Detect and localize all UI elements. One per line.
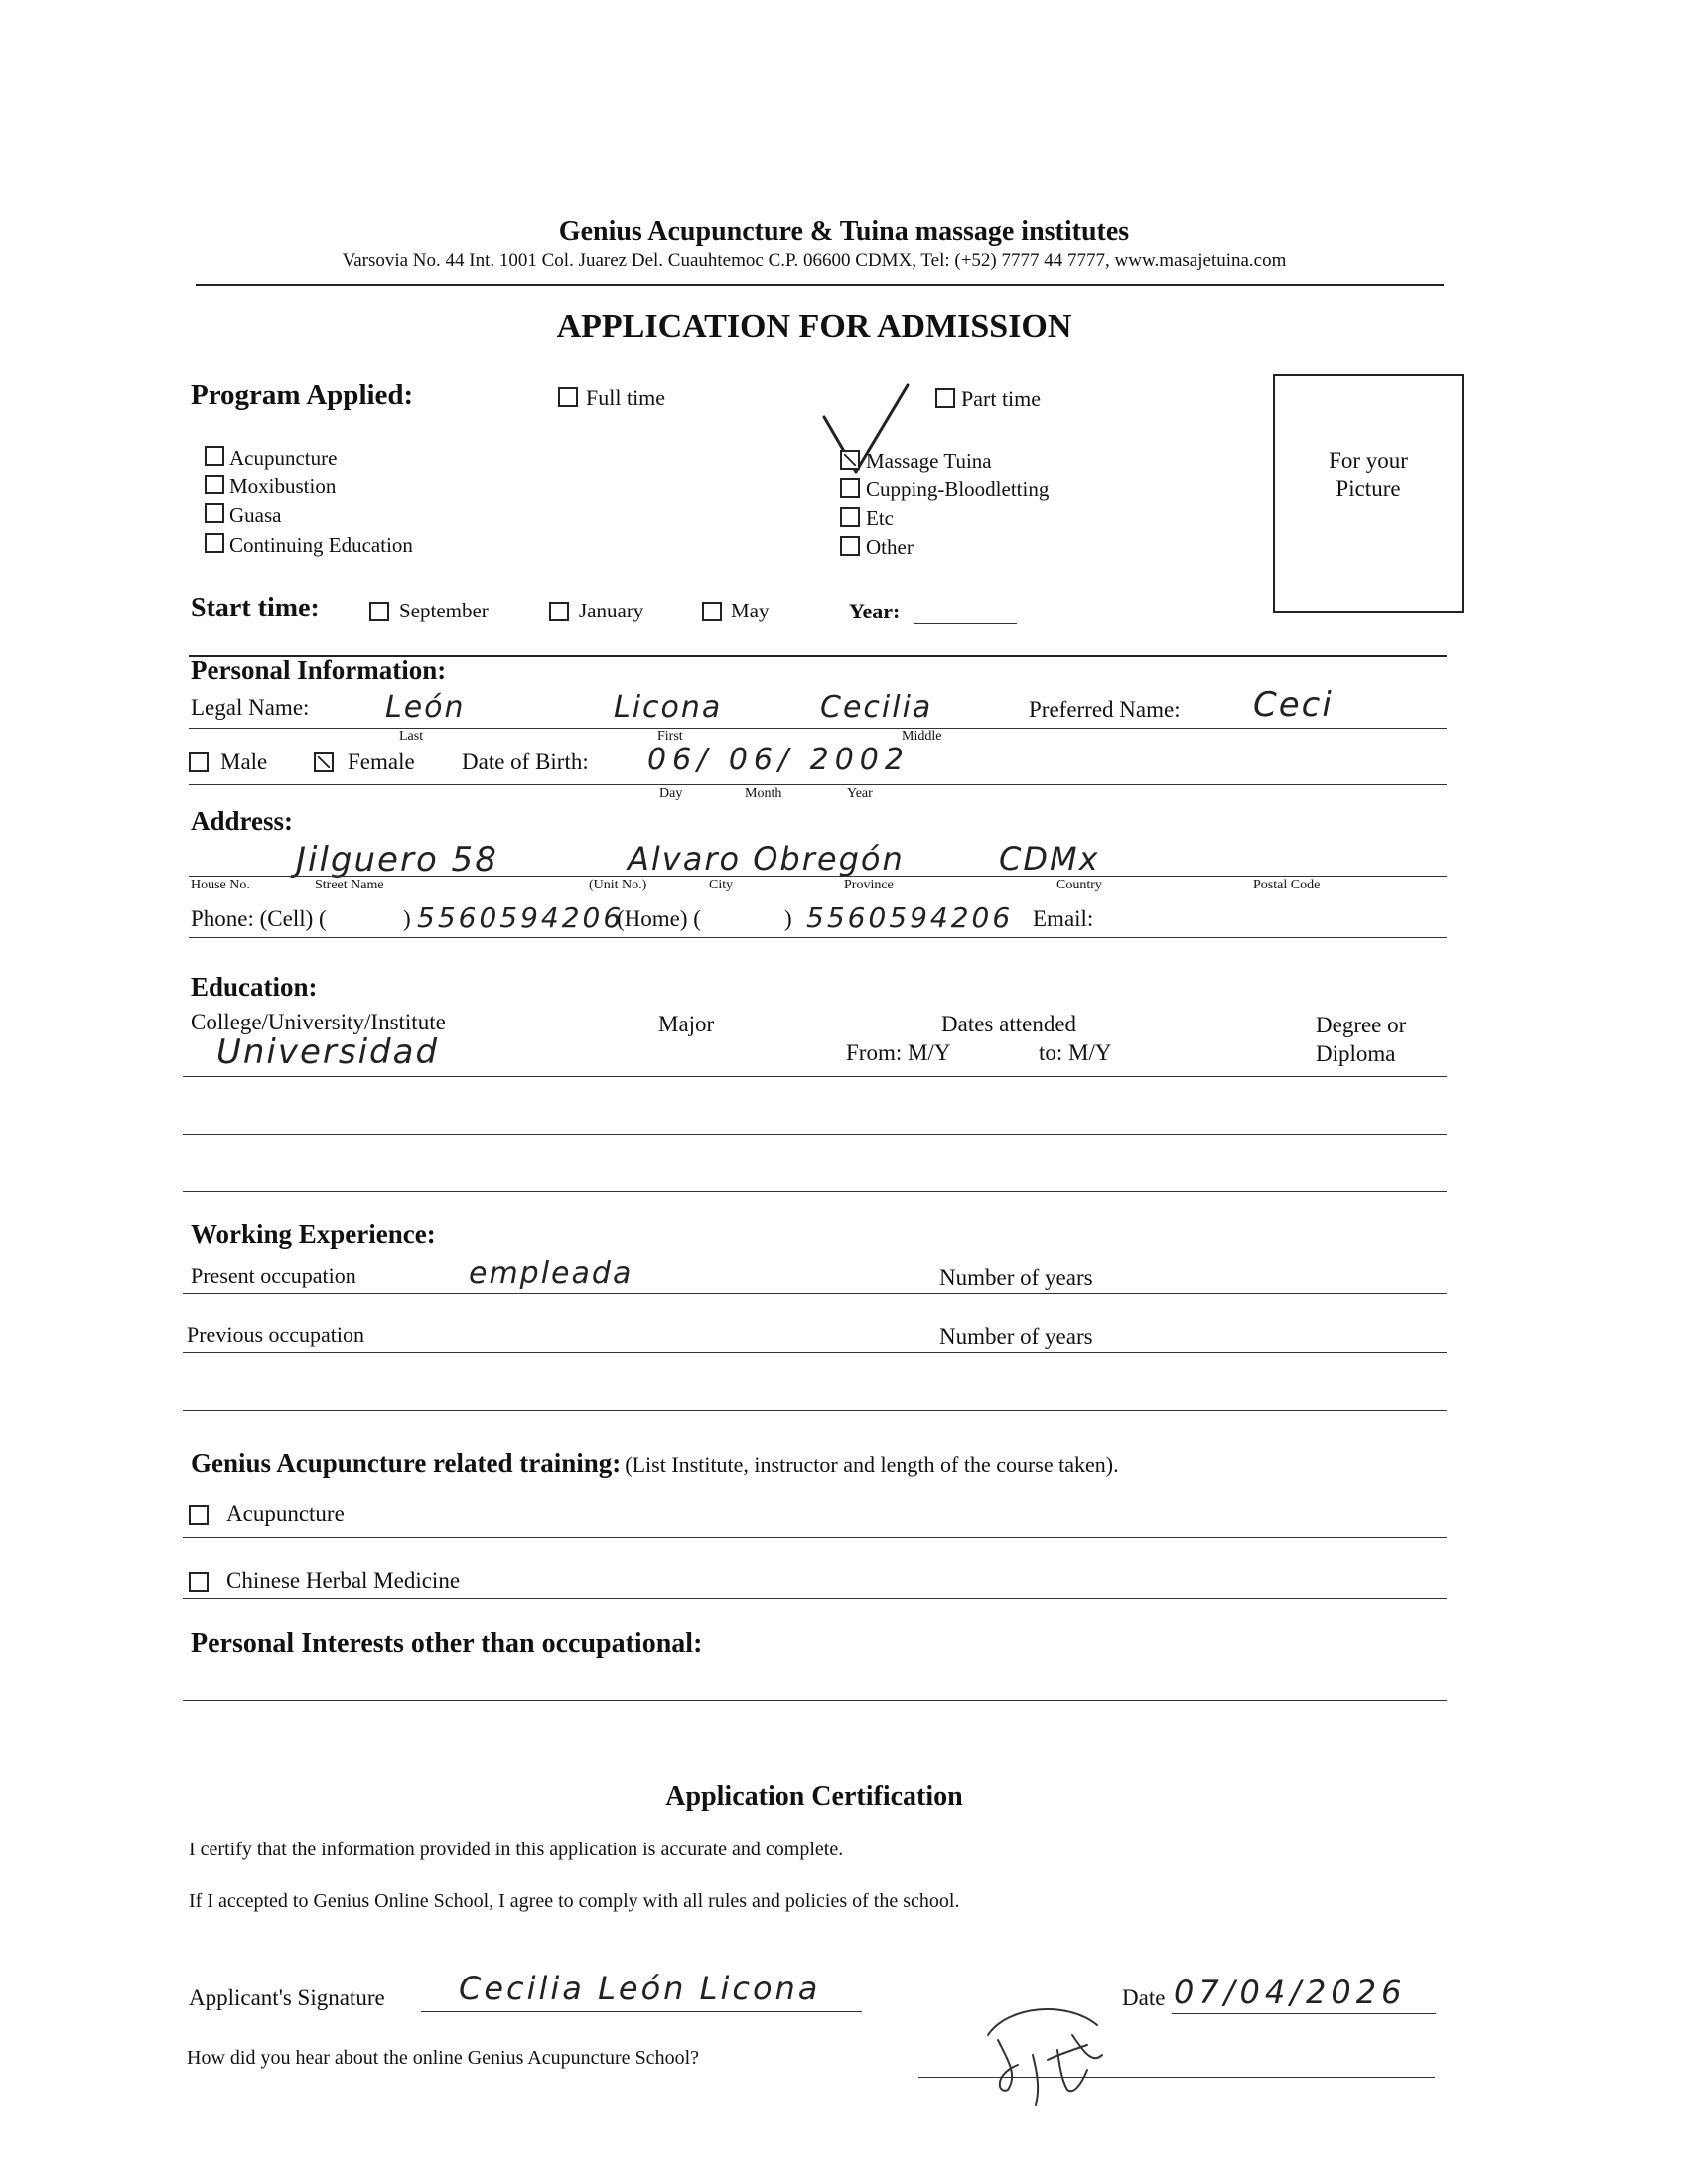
email-label: Email:	[1033, 906, 1094, 931]
training-acupuncture-checkbox[interactable]	[189, 1505, 209, 1525]
massage-tuina-label: Massage Tuina	[866, 449, 992, 473]
cell-phone-label: Phone: (Cell) (	[191, 906, 327, 931]
guasa-checkbox[interactable]	[205, 503, 224, 523]
etc-checkbox[interactable]	[840, 507, 860, 527]
last-sublabel: Last	[399, 729, 424, 744]
cell-phone-value[interactable]: 5560594206	[417, 901, 625, 934]
date-label: Date	[1122, 1985, 1166, 2010]
male-checkbox[interactable]	[189, 752, 209, 772]
years-label-1: Number of years	[939, 1265, 1093, 1290]
full-time-label: Full time	[586, 385, 666, 410]
september-label: September	[399, 599, 489, 622]
institute-address: Varsovia No. 44 Int. 1001 Col. Juarez Del. Cuauhtemoc C.P. 06600 CDMX, Tel: (+52) 7777 44 7777, www.masajetuina.com	[342, 250, 1287, 271]
female-label: Female	[348, 750, 415, 774]
present-occupation-label: Present occupation	[191, 1263, 356, 1288]
home-paren: )	[784, 906, 792, 931]
start-time-label: Start time:	[191, 593, 320, 623]
training-line-2	[183, 1598, 1447, 1599]
female-checkbox[interactable]	[314, 752, 334, 772]
training-herbal-label: Chinese Herbal Medicine	[226, 1569, 461, 1593]
education-row-2	[183, 1134, 1447, 1135]
middle-name-value[interactable]: Cecilia	[820, 690, 933, 725]
address-underline	[189, 876, 1447, 877]
col-major: Major	[658, 1012, 715, 1036]
years-label-2: Number of years	[939, 1324, 1093, 1349]
day-sublabel: Day	[659, 786, 683, 801]
from-label: From: M/Y	[846, 1040, 951, 1065]
header-divider	[196, 284, 1444, 286]
phone-underline	[189, 937, 1447, 938]
hear-about-label: How did you hear about the online Genius Acupuncture School?	[187, 2047, 699, 2069]
may-label: May	[731, 599, 770, 622]
cell-paren: )	[403, 906, 411, 931]
home-phone-value[interactable]: 5560594206	[806, 901, 1014, 934]
dob-label: Date of Birth:	[462, 750, 589, 774]
col-degree-2: Diploma	[1316, 1041, 1396, 1066]
education-row-1	[183, 1076, 1447, 1077]
training-heading: Genius Acupuncture related training:	[191, 1448, 622, 1478]
interests-heading: Personal Interests other than occupational:	[191, 1628, 703, 1659]
january-label: January	[579, 599, 644, 622]
col-dates: Dates attended	[941, 1012, 1077, 1036]
training-note: (List Institute, instructor and length of the course taken).	[625, 1452, 1119, 1477]
institute-value[interactable]: Universidad	[216, 1032, 440, 1072]
massage-tuina-checkbox[interactable]	[840, 450, 860, 470]
street-value[interactable]: Jilguero 58	[296, 840, 498, 880]
date-value[interactable]: 07/04/2026	[1174, 1974, 1407, 2011]
certification-line2: If I accepted to Genius Online School, I agree to comply with all rules and policies of the school.	[189, 1890, 960, 1912]
work-heading: Working Experience:	[191, 1219, 436, 1249]
moxibustion-checkbox[interactable]	[205, 475, 224, 494]
signature-underline	[421, 2011, 862, 2012]
middle-sublabel: Middle	[902, 729, 942, 744]
moxibustion-label: Moxibustion	[229, 475, 337, 498]
handwritten-initials-signature	[978, 1995, 1127, 2115]
col-institute: College/University/Institute	[191, 1010, 446, 1034]
address-heading: Address:	[191, 806, 294, 836]
legal-name-underline	[189, 728, 1447, 729]
dob-value[interactable]: 06/ 06/ 2002	[647, 743, 910, 777]
year-field[interactable]	[914, 623, 1017, 624]
certification-heading: Application Certification	[665, 1781, 963, 1812]
country-sublabel: Country	[1056, 878, 1102, 892]
year-sublabel: Year	[847, 786, 873, 801]
previous-occupation-underline	[183, 1352, 1447, 1353]
other-checkbox[interactable]	[840, 536, 860, 556]
interests-line	[183, 1700, 1447, 1701]
institute-name: Genius Acupuncture & Tuina massage institutes	[558, 216, 1130, 247]
first-name-value[interactable]: Licona	[614, 690, 723, 725]
training-acupuncture-label: Acupuncture	[226, 1501, 345, 1526]
photo-box-line2: Picture	[1336, 477, 1401, 501]
form-title: APPLICATION FOR ADMISSION	[556, 308, 1072, 344]
to-label: to: M/Y	[1039, 1040, 1112, 1065]
month-sublabel: Month	[745, 786, 782, 801]
photo-box-line1: For your	[1329, 448, 1408, 473]
other-label: Other	[866, 535, 914, 559]
preferred-name-value[interactable]: Ceci	[1253, 685, 1334, 725]
training-heading-row	[191, 1448, 1119, 1479]
cupping-bloodletting-checkbox[interactable]	[840, 478, 860, 498]
january-checkbox[interactable]	[549, 602, 569, 621]
present-occupation-value[interactable]: empleada	[469, 1256, 633, 1291]
cupping-bloodletting-label: Cupping-Bloodletting	[866, 478, 1050, 501]
house-no-sublabel: House No.	[191, 878, 250, 892]
province-sublabel: Province	[844, 878, 894, 892]
city-value[interactable]: Alvaro Obregón	[628, 840, 905, 878]
part-time-label: Part time	[961, 386, 1042, 411]
street-name-sublabel: Street Name	[315, 878, 384, 892]
present-occupation-underline	[183, 1293, 1447, 1294]
year-label: Year:	[849, 599, 901, 623]
city-sublabel: City	[709, 878, 734, 892]
last-name-value[interactable]: León	[385, 690, 466, 725]
training-line-1	[183, 1537, 1447, 1538]
etc-label: Etc	[866, 506, 894, 530]
postal-code-sublabel: Postal Code	[1253, 878, 1321, 892]
legal-name-label: Legal Name:	[191, 695, 310, 720]
previous-occupation-label: Previous occupation	[187, 1322, 365, 1347]
col-degree-1: Degree or	[1316, 1013, 1407, 1037]
may-checkbox[interactable]	[702, 602, 722, 621]
male-label: Male	[220, 750, 268, 774]
first-sublabel: First	[657, 729, 683, 744]
continuing-education-label: Continuing Education	[229, 533, 413, 557]
dob-underline	[189, 784, 1447, 785]
unit-no-sublabel: (Unit No.)	[589, 878, 647, 892]
program-applied-label: Program Applied:	[191, 379, 414, 411]
country-value[interactable]: CDMx	[999, 840, 1100, 878]
certification-line1: I certify that the information provided in this application is accurate and complete.	[189, 1839, 844, 1860]
hear-about-underline[interactable]	[918, 2077, 1435, 2078]
guasa-label: Guasa	[229, 503, 282, 527]
part-time-checkbox[interactable]	[935, 388, 955, 408]
work-extra-line	[183, 1410, 1447, 1411]
personal-info-heading: Personal Information:	[191, 655, 447, 685]
preferred-name-label: Preferred Name:	[1029, 697, 1181, 722]
september-checkbox[interactable]	[369, 602, 389, 621]
signature-value[interactable]: Cecilia León Licona	[459, 1970, 821, 2007]
full-time-checkbox[interactable]	[558, 387, 578, 407]
acupuncture-checkbox[interactable]	[205, 446, 224, 466]
acupuncture-label: Acupuncture	[229, 446, 338, 470]
education-row-3	[183, 1191, 1447, 1192]
signature-label: Applicant's Signature	[189, 1985, 385, 2010]
photo-box	[1273, 374, 1464, 613]
home-phone-label: (Home) (	[617, 906, 701, 931]
continuing-education-checkbox[interactable]	[205, 533, 224, 553]
date-underline	[1172, 2013, 1436, 2014]
education-heading: Education:	[191, 972, 318, 1002]
training-herbal-checkbox[interactable]	[189, 1572, 209, 1592]
